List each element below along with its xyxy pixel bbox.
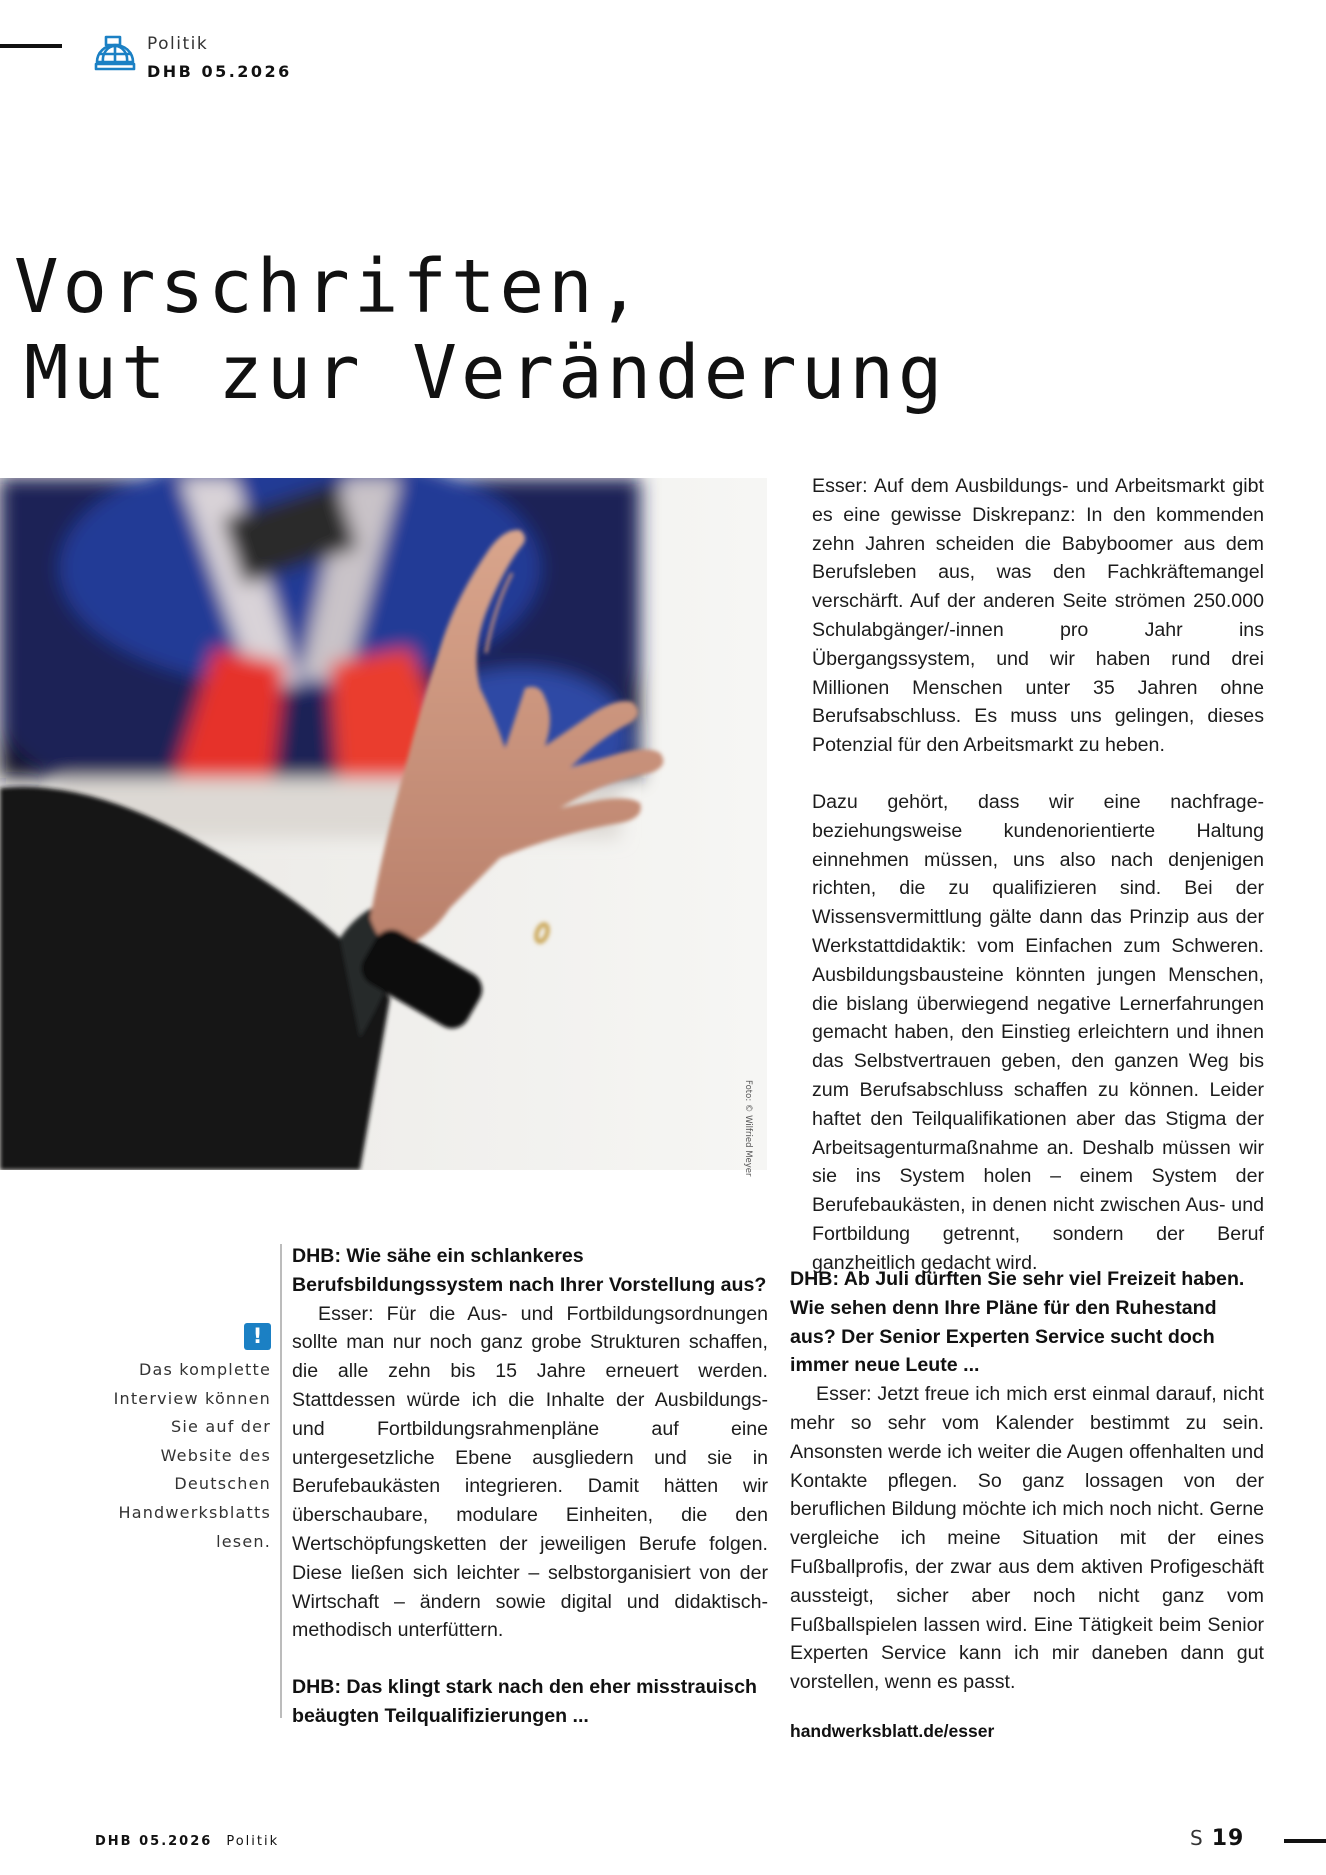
footer-section: Politik (226, 1834, 280, 1849)
page-title (14, 244, 946, 416)
exclamation-icon: ! (244, 1323, 271, 1350)
header-section: Politik (147, 34, 209, 54)
photo-illustration (0, 478, 767, 1170)
article-link[interactable]: handwerksblatt.de/esser (790, 1720, 995, 1741)
answer-paragraph-2: Dazu gehört, dass wir eine nachfrage- beziehungsweise kundenorientierte Haltung einnehmen müssen, uns also nach denjenigen richten, die zu qualifizieren sind. Bei der Wissensvermittlung gälte dann das Prinzip aus der Werkstattdidaktik: vom Einfachen zum Schweren. Ausbildungsbausteine könnten jungen Menschen, die bislang überwiegend negative Lernerfahrungen gemacht haben, den Einstieg erleichtern und ihnen das Selbstvertrauen geben, den ganzen Weg bis zum Berufsabschluss schaffen zu können. Leider haftet den Teilqualifikationen aber das Stigma der Arbeitsagenturmaßnahme an. Deshalb müssen wir sie ins System holen – einem System der Berufebaukästen, in denen nicht zwischen Aus- und Fortbildung getrennt, sondern der Beruf ganzheitlich gedacht wird. (812, 790, 1264, 1274)
page-number (1190, 1826, 1244, 1851)
title-line-2: Mut zur Veränderung (24, 330, 947, 416)
question-3: DHB: Ab Juli dürften Sie sehr viel Freizeit haben. Wie sehen denn Ihre Pläne für den Ruhestand aus? Der Senior Experten Service sucht doch immer neue Leute ... (790, 1268, 1245, 1377)
footer-info (95, 1834, 279, 1849)
page-prefix: S (1190, 1826, 1204, 1850)
footer-rule (1284, 1839, 1326, 1843)
sidebar-divider (280, 1244, 282, 1718)
title-line-1: Vorschriften, (14, 244, 646, 330)
footer-issue: DHB 05.2026 (95, 1834, 213, 1849)
sidebar-note: Das komplette Interview können Sie auf der Website des Deutschen Handwerksblatts lesen. (113, 1360, 271, 1551)
question-2: DHB: Das klingt stark nach den eher misstrauisch beäugten Teilqualifizierungen ... (292, 1676, 757, 1727)
interview-photo (0, 478, 767, 1170)
article-column-middle (292, 1242, 768, 1731)
page-number-value: 19 (1211, 1826, 1245, 1851)
photo-credit: Foto: © Wilfried Meyer (743, 1080, 753, 1177)
answer-3: Esser: Jetzt freue ich mich erst einmal darauf, nicht mehr so sehr vom Kalender bestimmt zu sein. Ansonsten werde ich weiter die Augen offenhalten und Kontakte pflegen. So ganz lossagen von der beruflichen Bildung möchte ich mich noch nicht. Gerne vergleiche ich meine Situation mit der eines Fußballprofis, der zwar aus dem aktiven Profigeschäft aussteigt, sicher aber noch nicht ganz vom Fußballspielen lassen wird. Eine Tätigkeit beim Senior Experten Service kann ich mir daneben dann gut vorstellen, wenn es passt. (790, 1383, 1264, 1694)
header-rule (0, 44, 62, 48)
question-1: DHB: Wie sähe ein schlankeres Berufsbildungssystem nach Ihrer Vorstellung aus? (292, 1245, 767, 1296)
article-column-right-bottom (790, 1265, 1264, 1746)
answer-paragraph-1: Esser: Auf dem Ausbildungs- und Arbeitsmarkt gibt es eine gewisse Diskrepanz: In den kommenden zehn Jahren scheiden die Babyboomer aus dem Berufsleben aus, was den Fachkräftemangel verschärft. Auf der anderen Seite strömen 250.000 Schulabgänger/-innen pro Jahr ins Übergangssystem, und wir haben rund drei Millionen Menschen unter 35 Jahren ohne Berufsabschluss. Es muss uns gelingen, dieses Potenzial für den Arbeitsmarkt zu heben. (812, 475, 1264, 757)
article-column-right-top (812, 472, 1264, 1278)
header-issue: DHB 05.2026 (147, 62, 292, 81)
dome-building-icon (93, 34, 137, 78)
answer-1: Esser: Für die Aus- und Fortbildungsordnungen sollte man nur noch ganz grobe Strukturen schaffen, die alle zehn bis 15 Jahre erneuert werden. Stattdessen würde ich die Inhalte der Ausbildungs- und Fortbildungsrahmenpläne auf eine untergesetzliche Ebene ausgliedern und sie in Berufebaukästen integrieren. Damit hätten wir überschaubare, modulare Einheiten, die den Wertschöpfungsketten der jeweiligen Berufe folgen. Diese ließen sich leichter – selbstorganisiert von der Wirtschaft – ändern sowie digital und didaktisch-methodisch unterfüttern. (292, 1302, 768, 1642)
